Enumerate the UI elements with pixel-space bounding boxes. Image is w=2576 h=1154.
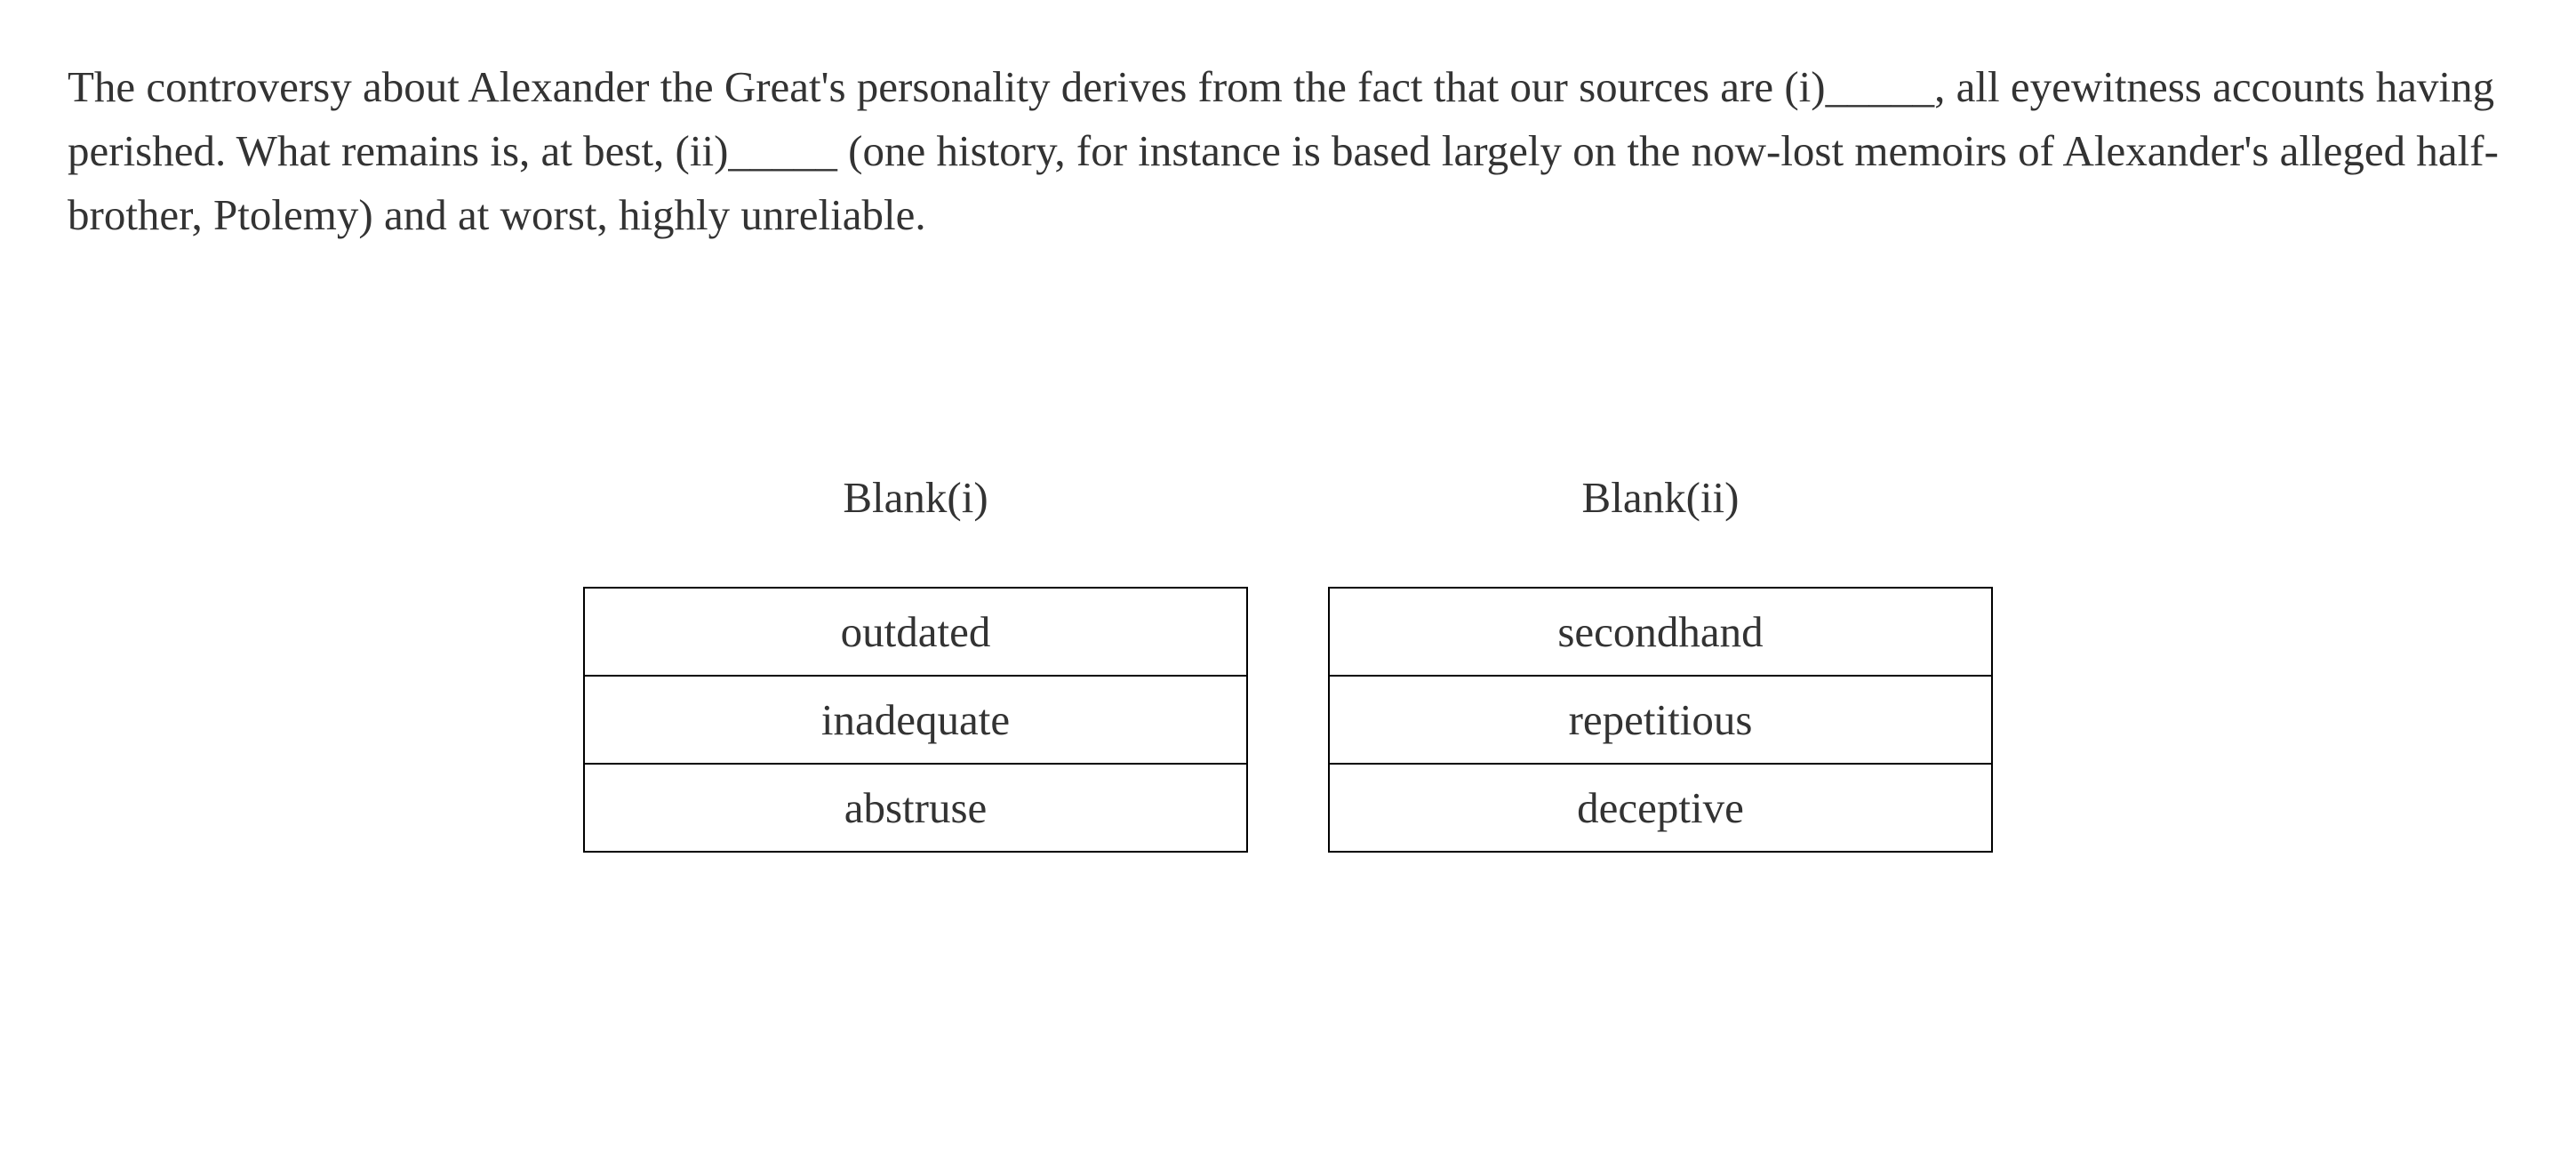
blank-i-column [583,462,1248,853]
blank-i-option-inadequate[interactable]: inadequate [585,675,1246,763]
blank-i-option-outdated[interactable]: outdated [585,589,1246,675]
blank-ii-options [1328,587,1993,853]
blank-ii-heading: Blank(ii) [1581,473,1740,522]
blank-ii-option-secondhand[interactable]: secondhand [1330,589,1991,675]
answer-area [0,462,2576,853]
blank-i-options [583,587,1248,853]
blank-i-heading: Blank(i) [843,473,988,522]
blank-i-option-abstruse[interactable]: abstruse [585,763,1246,851]
blank-ii-option-deceptive[interactable]: deceptive [1330,763,1991,851]
blank-ii-column [1328,462,1993,853]
blank-ii-option-repetitious[interactable]: repetitious [1330,675,1991,763]
question-passage: The controversy about Alexander the Great's personality derives from the fact that our sources are (i)_____, all eyewitness accounts having perished. What remains is, at best, (ii)_____ (one history, for instance is based largely on the now-lost memoirs of Alexander's alleged half-brother, Ptolemy) and at worst, highly unreliable. [68,62,2499,239]
